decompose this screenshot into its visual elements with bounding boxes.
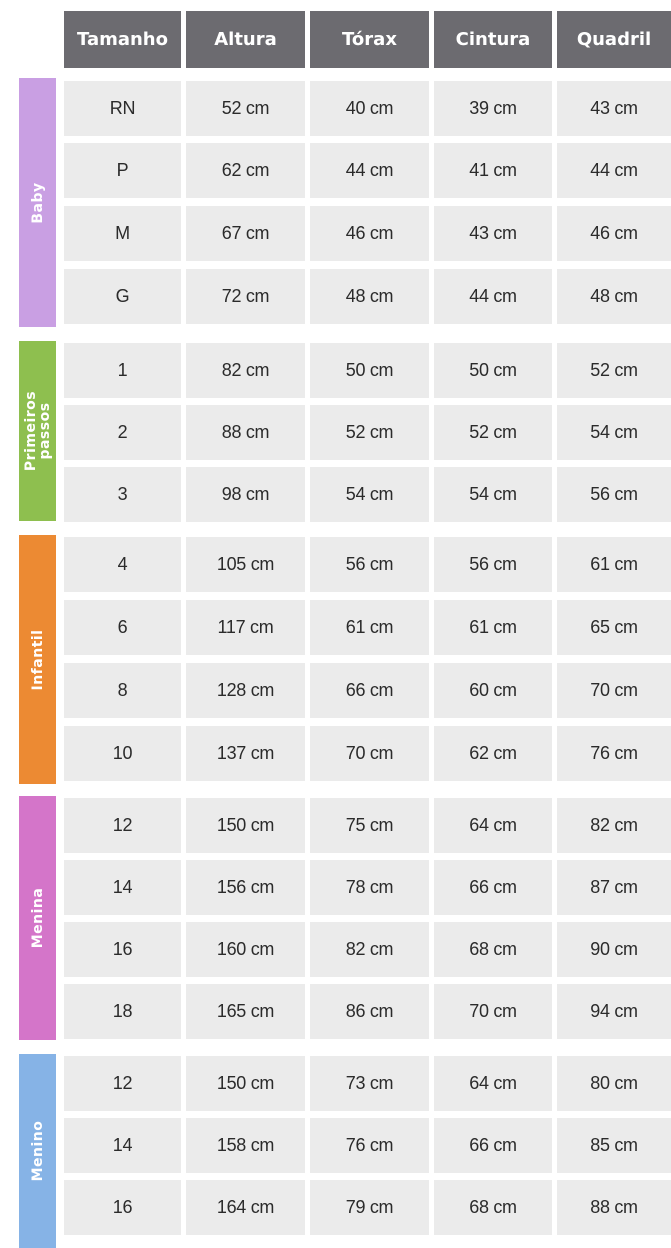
size-cell: M bbox=[64, 206, 181, 261]
hip-cell: 70 cm bbox=[557, 663, 671, 718]
size-cell: 12 bbox=[64, 1056, 181, 1111]
waist-cell: 60 cm bbox=[434, 663, 552, 718]
height-cell: 160 cm bbox=[186, 922, 305, 977]
chest-cell: 50 cm bbox=[310, 343, 429, 398]
category-bar-infantil bbox=[19, 535, 56, 784]
column-header-altura: Altura bbox=[186, 11, 305, 68]
size-cell: 14 bbox=[64, 1118, 181, 1173]
hip-cell: 56 cm bbox=[557, 467, 671, 522]
height-cell: 137 cm bbox=[186, 726, 305, 781]
size-cell: RN bbox=[64, 81, 181, 136]
size-cell: P bbox=[64, 143, 181, 198]
chest-cell: 46 cm bbox=[310, 206, 429, 261]
hip-cell: 94 cm bbox=[557, 984, 671, 1039]
height-cell: 117 cm bbox=[186, 600, 305, 655]
waist-cell: 64 cm bbox=[434, 1056, 552, 1111]
waist-cell: 41 cm bbox=[434, 143, 552, 198]
chest-cell: 70 cm bbox=[310, 726, 429, 781]
height-cell: 98 cm bbox=[186, 467, 305, 522]
chest-cell: 40 cm bbox=[310, 81, 429, 136]
hip-cell: 80 cm bbox=[557, 1056, 671, 1111]
height-cell: 82 cm bbox=[186, 343, 305, 398]
height-cell: 165 cm bbox=[186, 984, 305, 1039]
height-cell: 88 cm bbox=[186, 405, 305, 460]
category-bar-baby bbox=[19, 78, 56, 327]
category-label: Baby bbox=[29, 181, 46, 224]
waist-cell: 50 cm bbox=[434, 343, 552, 398]
chest-cell: 52 cm bbox=[310, 405, 429, 460]
height-cell: 164 cm bbox=[186, 1180, 305, 1235]
waist-cell: 39 cm bbox=[434, 81, 552, 136]
chest-cell: 54 cm bbox=[310, 467, 429, 522]
category-bar-menino bbox=[19, 1054, 56, 1248]
waist-cell: 68 cm bbox=[434, 922, 552, 977]
waist-cell: 68 cm bbox=[434, 1180, 552, 1235]
waist-cell: 43 cm bbox=[434, 206, 552, 261]
waist-cell: 56 cm bbox=[434, 537, 552, 592]
chest-cell: 75 cm bbox=[310, 798, 429, 853]
hip-cell: 61 cm bbox=[557, 537, 671, 592]
chest-cell: 79 cm bbox=[310, 1180, 429, 1235]
category-label: Infantil bbox=[29, 629, 46, 690]
chest-cell: 61 cm bbox=[310, 600, 429, 655]
height-cell: 150 cm bbox=[186, 1056, 305, 1111]
column-header-quadril: Quadril bbox=[557, 11, 671, 68]
hip-cell: 85 cm bbox=[557, 1118, 671, 1173]
hip-cell: 87 cm bbox=[557, 860, 671, 915]
hip-cell: 82 cm bbox=[557, 798, 671, 853]
waist-cell: 66 cm bbox=[434, 1118, 552, 1173]
category-label: Menino bbox=[29, 1120, 46, 1182]
waist-cell: 64 cm bbox=[434, 798, 552, 853]
chest-cell: 78 cm bbox=[310, 860, 429, 915]
size-cell: 6 bbox=[64, 600, 181, 655]
chest-cell: 48 cm bbox=[310, 269, 429, 324]
height-cell: 72 cm bbox=[186, 269, 305, 324]
hip-cell: 52 cm bbox=[557, 343, 671, 398]
category-bar-menina bbox=[19, 796, 56, 1040]
height-cell: 158 cm bbox=[186, 1118, 305, 1173]
height-cell: 67 cm bbox=[186, 206, 305, 261]
waist-cell: 70 cm bbox=[434, 984, 552, 1039]
hip-cell: 43 cm bbox=[557, 81, 671, 136]
height-cell: 62 cm bbox=[186, 143, 305, 198]
height-cell: 150 cm bbox=[186, 798, 305, 853]
chest-cell: 86 cm bbox=[310, 984, 429, 1039]
size-cell: 18 bbox=[64, 984, 181, 1039]
waist-cell: 66 cm bbox=[434, 860, 552, 915]
hip-cell: 76 cm bbox=[557, 726, 671, 781]
hip-cell: 54 cm bbox=[557, 405, 671, 460]
size-cell: G bbox=[64, 269, 181, 324]
category-label: Menina bbox=[29, 887, 46, 949]
size-cell: 1 bbox=[64, 343, 181, 398]
hip-cell: 90 cm bbox=[557, 922, 671, 977]
waist-cell: 54 cm bbox=[434, 467, 552, 522]
size-cell: 14 bbox=[64, 860, 181, 915]
waist-cell: 62 cm bbox=[434, 726, 552, 781]
size-cell: 16 bbox=[64, 1180, 181, 1235]
size-cell: 16 bbox=[64, 922, 181, 977]
chest-cell: 73 cm bbox=[310, 1056, 429, 1111]
category-label: Primeiros passos bbox=[22, 390, 53, 472]
chest-cell: 56 cm bbox=[310, 537, 429, 592]
column-header-tamanho: Tamanho bbox=[64, 11, 181, 68]
waist-cell: 61 cm bbox=[434, 600, 552, 655]
column-header-tórax: Tórax bbox=[310, 11, 429, 68]
waist-cell: 44 cm bbox=[434, 269, 552, 324]
height-cell: 128 cm bbox=[186, 663, 305, 718]
hip-cell: 65 cm bbox=[557, 600, 671, 655]
chest-cell: 76 cm bbox=[310, 1118, 429, 1173]
size-cell: 10 bbox=[64, 726, 181, 781]
size-cell: 3 bbox=[64, 467, 181, 522]
column-header-cintura: Cintura bbox=[434, 11, 552, 68]
waist-cell: 52 cm bbox=[434, 405, 552, 460]
hip-cell: 46 cm bbox=[557, 206, 671, 261]
size-cell: 12 bbox=[64, 798, 181, 853]
height-cell: 52 cm bbox=[186, 81, 305, 136]
chest-cell: 66 cm bbox=[310, 663, 429, 718]
chest-cell: 44 cm bbox=[310, 143, 429, 198]
size-cell: 2 bbox=[64, 405, 181, 460]
height-cell: 156 cm bbox=[186, 860, 305, 915]
category-bar-primeiros bbox=[19, 341, 56, 521]
size-cell: 8 bbox=[64, 663, 181, 718]
hip-cell: 48 cm bbox=[557, 269, 671, 324]
hip-cell: 44 cm bbox=[557, 143, 671, 198]
hip-cell: 88 cm bbox=[557, 1180, 671, 1235]
height-cell: 105 cm bbox=[186, 537, 305, 592]
chest-cell: 82 cm bbox=[310, 922, 429, 977]
size-cell: 4 bbox=[64, 537, 181, 592]
